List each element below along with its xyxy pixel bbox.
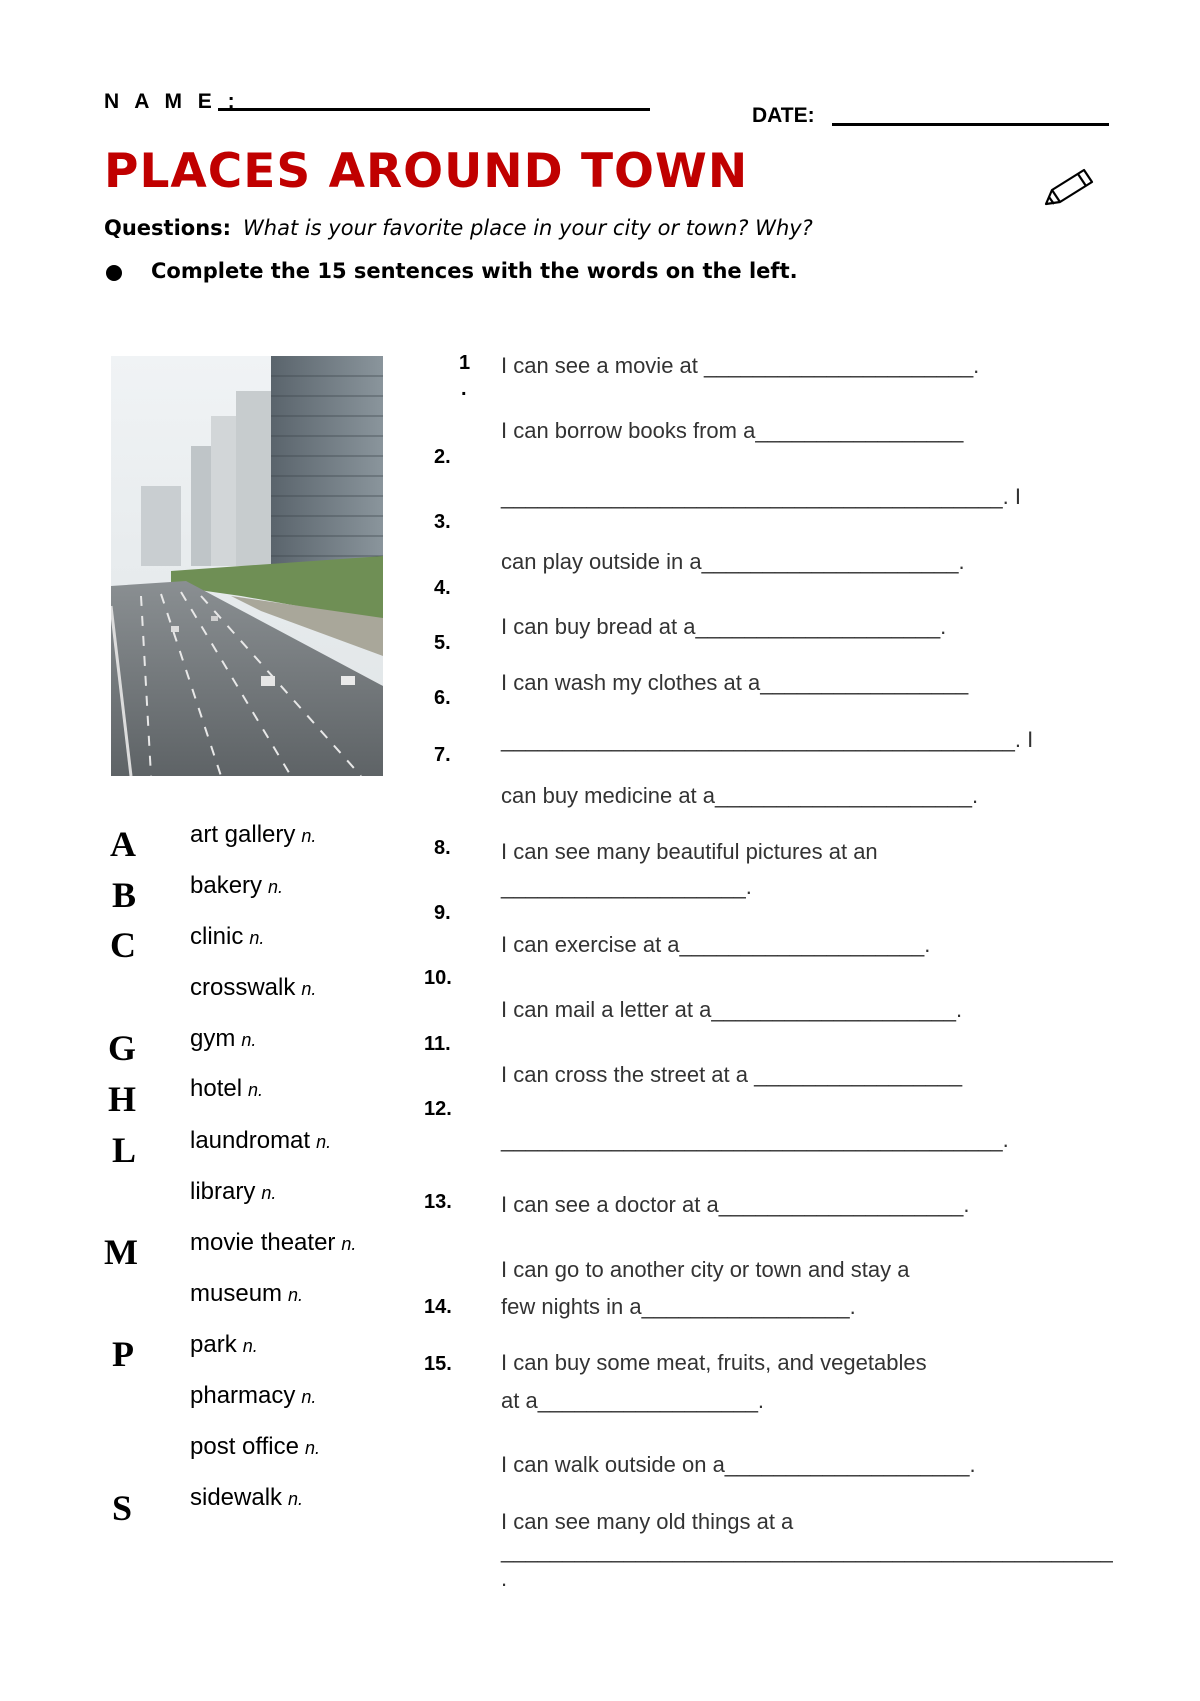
word-bank-letter: M <box>104 1232 138 1272</box>
sentence-line[interactable]: I can see many old things at a <box>501 1509 794 1534</box>
sentence-line[interactable]: I can exercise at a____________________. <box>501 932 931 957</box>
sentence-line[interactable]: ____________________. <box>501 874 752 899</box>
question-number: 12. <box>424 1098 452 1120</box>
word-bank-letter: L <box>112 1130 137 1170</box>
instruction-text: Complete the 15 sentences with the words on the left. <box>151 259 798 283</box>
word-bank-item: movie theater n. <box>190 1229 357 1256</box>
question-number: 2. <box>434 446 451 468</box>
sentence-line[interactable]: at a__________________. <box>501 1388 765 1413</box>
question-number: 15. <box>424 1353 452 1375</box>
word-bank-letter: H <box>108 1079 137 1119</box>
sentence-line[interactable]: I can borrow books from a_________________ <box>501 418 964 443</box>
sentence-line[interactable]: I can see many beautiful pictures at an <box>501 839 878 864</box>
sentence-line[interactable]: can buy medicine at a_____________________. <box>501 783 979 808</box>
word-bank-letter: B <box>112 875 137 915</box>
sentence-line[interactable]: __________________________________________. I <box>501 727 1034 752</box>
question-number: 11. <box>424 1033 451 1055</box>
sentence-line[interactable]: I can see a movie at ______________________. <box>501 353 980 378</box>
pencil-icon <box>1040 162 1098 212</box>
question-number: 5. <box>434 632 451 654</box>
city-highway-photo <box>111 356 383 776</box>
question-number: 1 <box>459 352 471 374</box>
word-bank-item: hotel n. <box>190 1075 264 1102</box>
sentence-line[interactable]: __________________________________________________ <box>501 1538 1113 1563</box>
sentence-line[interactable]: I can go to another city or town and stay a <box>501 1257 910 1282</box>
word-bank-item: park n. <box>190 1331 258 1358</box>
word-bank-item: sidewalk n. <box>190 1484 304 1511</box>
bullet-icon <box>106 265 122 281</box>
date-field[interactable] <box>832 123 1109 126</box>
question-number: 10. <box>424 967 452 989</box>
word-bank-item: laundromat n. <box>190 1127 332 1154</box>
word-bank-item: crosswalk n. <box>190 974 317 1001</box>
sentence-line[interactable]: can play outside in a_____________________. <box>501 549 965 574</box>
questions-text: What is your favorite place in your city or town? Why? <box>243 216 813 240</box>
sentence-line[interactable]: I can see a doctor at a____________________. <box>501 1192 970 1217</box>
question-number: 9. <box>434 902 451 924</box>
sentence-line[interactable]: _________________________________________. <box>501 1127 1009 1152</box>
sentence-line[interactable]: . <box>501 1566 508 1591</box>
sentence-line[interactable]: I can walk outside on a____________________. <box>501 1452 976 1477</box>
sentence-line[interactable]: I can wash my clothes at a_________________ <box>501 670 969 695</box>
sentence-line[interactable]: I can buy bread at a____________________. <box>501 614 947 639</box>
questions-label: Questions: <box>104 216 232 240</box>
sentence-line[interactable]: I can buy some meat, fruits, and vegetables <box>501 1350 927 1375</box>
question-number: 3. <box>434 511 451 533</box>
word-bank-item: art gallery n. <box>190 821 317 848</box>
word-bank-item: pharmacy n. <box>190 1382 317 1409</box>
word-bank-letter: C <box>110 925 136 965</box>
sentence-line[interactable]: I can cross the street at a _________________ <box>501 1062 963 1087</box>
word-bank-item: library n. <box>190 1178 277 1205</box>
question-number: 7. <box>434 744 451 766</box>
word-bank-item: museum n. <box>190 1280 304 1307</box>
question-number: . <box>461 378 467 400</box>
name-label: N A M E : <box>104 90 240 113</box>
word-bank-letter: A <box>110 824 136 864</box>
question-number: 13. <box>424 1191 452 1213</box>
word-bank-letter: P <box>112 1334 134 1374</box>
sentence-line[interactable]: few nights in a_________________. <box>501 1294 856 1319</box>
question-number: 14. <box>424 1296 452 1318</box>
word-bank-item: post office n. <box>190 1433 320 1460</box>
name-field[interactable] <box>218 108 650 111</box>
question-number: 4. <box>434 577 451 599</box>
date-label: DATE: <box>752 104 815 127</box>
question-number: 6. <box>434 687 451 709</box>
word-bank-letter: S <box>112 1488 133 1528</box>
word-bank-item: clinic n. <box>190 923 265 950</box>
word-bank-item: bakery n. <box>190 872 284 899</box>
question-number: 8. <box>434 837 451 859</box>
word-bank-item: gym n. <box>190 1025 257 1052</box>
page-title: PLACES AROUND TOWN <box>104 144 749 199</box>
word-bank-letter: G <box>108 1028 137 1068</box>
sentence-line[interactable]: _________________________________________. I <box>501 484 1021 509</box>
sentence-line[interactable]: I can mail a letter at a____________________. <box>501 997 963 1022</box>
